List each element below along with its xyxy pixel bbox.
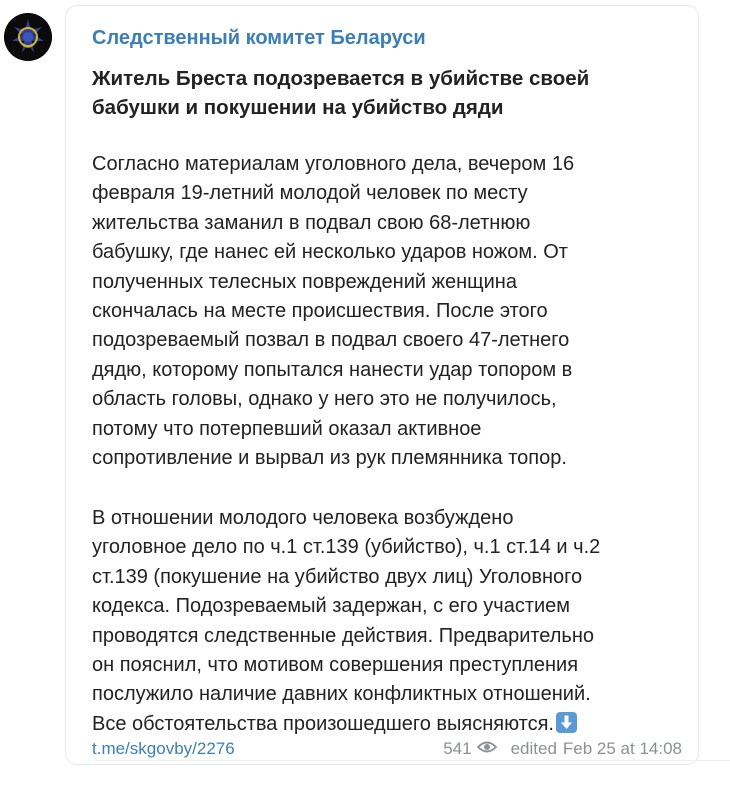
channel-avatar[interactable] xyxy=(4,13,52,61)
emblem-icon xyxy=(4,13,52,61)
message-timestamp: Feb 25 at 14:08 xyxy=(562,739,682,758)
post-headline: Житель Бреста подозревается в убийстве своей бабушки и покушении на убийство дяди xyxy=(92,67,590,119)
edited-label: edited xyxy=(510,739,557,758)
views-count: 541 xyxy=(443,739,472,758)
eye-icon xyxy=(477,739,497,759)
message-bubble xyxy=(65,5,699,765)
post-paragraph-1: Согласно материалам уголовного дела, вечером 16 февраля 19-летний молодой человек по месту жительства заманил в подвал свою 68-летнюю бабушку, где нанес ей несколько ударов ножом. От полученных телесных повреждений женщина скончалась на месте происшествия. После этого подозреваемый позвал в подвал своего 47-летнего дядю, которому попытался нанести удар топором в область головы, однако у него это не получилось, потому что потерпевший оказал активное сопротивление и вырвал из рук племянника топор. xyxy=(92,153,575,470)
post-link[interactable]: t.me/skgovby/2276 xyxy=(92,739,235,758)
channel-name[interactable]: Следственный комитет Беларуси xyxy=(92,27,426,49)
post-paragraph-2-text: В отношении молодого человека возбуждено уголовное дело по ч.1 ст.139 (убийство), ч.1 ст.14 и ч.2 ст.139 (покушение на убийство двух лиц) Уголовного кодекса. Подозреваемый задержан, с его участием проводятся следственные действия. Предварительно он пояснил, что мотивом совершения преступления послужило наличие давних конфликтных отношений. Все обстоятельства произошедшего выясняются. xyxy=(92,507,601,735)
divider xyxy=(95,760,730,761)
message-meta xyxy=(443,739,682,759)
down-arrow-emoji-icon xyxy=(556,712,577,733)
post-paragraph-2 xyxy=(92,504,692,739)
message-footer xyxy=(92,737,682,761)
